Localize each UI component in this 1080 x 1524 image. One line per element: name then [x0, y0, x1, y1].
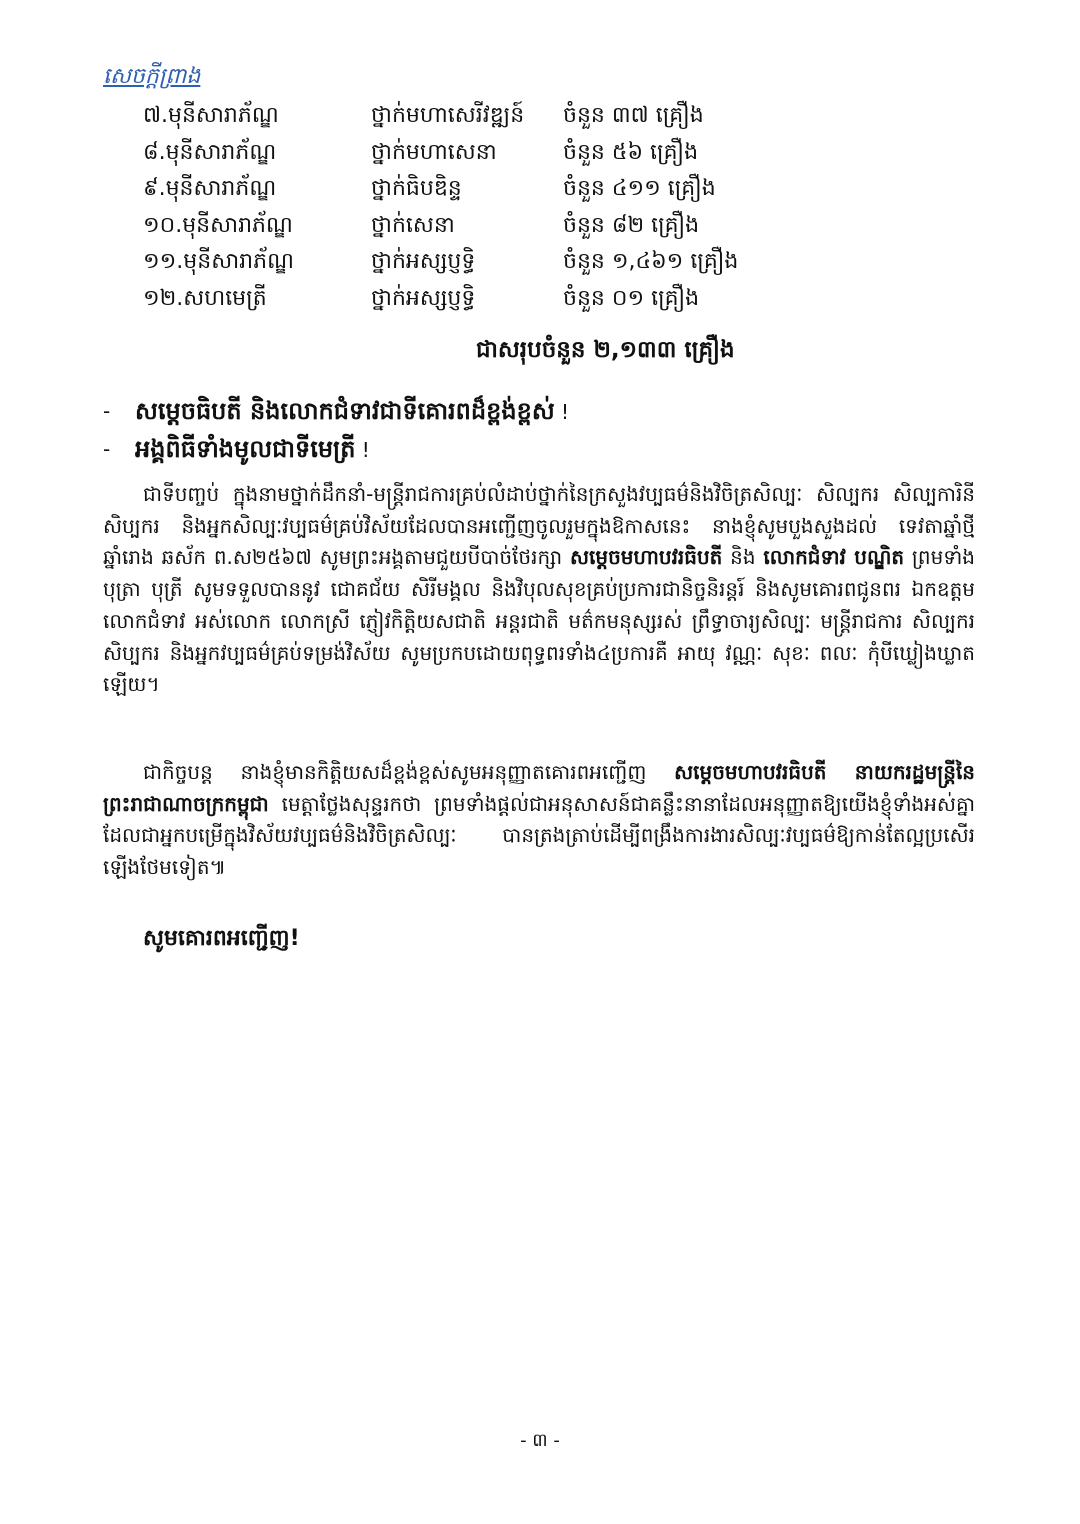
para-text: និង — [722, 545, 764, 570]
salutation-bold: សម្តេចធិបតី និងលោកជំទាវជាទីគោរពដ៏ខ្ពង់ខ្ពស់ — [135, 397, 555, 425]
award-class: ថ្នាក់អស្សប្ញទ្ធិ — [371, 285, 476, 311]
salutation-item — [103, 430, 1003, 468]
award-row — [143, 135, 783, 172]
award-class: ថ្នាក់មហាសេនា — [371, 139, 497, 165]
award-class: ថ្នាក់មហាសេរីវឌ្ឍន៍ — [371, 103, 525, 128]
award-row — [143, 171, 783, 208]
award-medal: ១០.មុនីសារាភ័ណ្ឌ — [143, 212, 293, 238]
award-row — [143, 281, 783, 318]
para-bold: លោកជំទាវ បណ្ឌិត — [763, 545, 905, 570]
salutation-item — [103, 392, 1003, 430]
award-medal: ៩.មុនីសារាភ័ណ្ឌ — [143, 176, 277, 202]
closing-invitation: សូមគោរពអញ្ជើញ! — [143, 926, 300, 951]
para-bold: សម្តេចមហាបវរធិបតី នាយករដ្ឋមន្ត្រីនៃព្រះរាជាណាចក្រកម្ពុជា — [103, 760, 975, 816]
closing-paragraph — [103, 479, 975, 701]
salutation-text — [135, 392, 569, 431]
award-medal: ៧.មុនីសារាភ័ណ្ឌ — [143, 103, 279, 128]
award-class: ថ្នាក់អស្សប្ញទ្ធិ — [371, 249, 476, 275]
bullet-dash: - — [103, 437, 111, 461]
award-list — [143, 98, 783, 318]
award-count: ចំនួន ៨២ គ្រឿង — [563, 212, 700, 238]
award-medal: ១១.មុនីសារាភ័ណ្ឌ — [143, 249, 294, 275]
page-number: - ៣ - — [520, 1430, 560, 1451]
para-text: ជាកិច្ចបន្ត នាងខ្ញុំមានកិត្តិយសដ៏ខ្ពង់ខ្ពស់សូមអនុញ្ញាតគោរពអញ្ជើញ — [143, 760, 675, 784]
award-count: ចំនួន ០១ គ្រឿង — [563, 285, 700, 311]
salutation-bold: អង្គពិធីទាំងមូលជាទីមេត្រី — [135, 435, 356, 463]
para-bold: សម្តេចមហាបវរធិបតី — [570, 545, 723, 570]
award-count: ចំនួន ១,៤៦១ គ្រឿង — [563, 249, 739, 275]
para-text: ព្រមទាំងបុត្រា បុត្រី សូមទទួលបាននូវ ជោគជ័យ សិរីមង្គល និងវិបុលសុខគ្រប់ប្រការជានិច្ចនិរន្តរ៍ និងសូមគោរពជូនពរ ឯកឧត្តម លោកជំទាវ អស់លោក លោកស្រី ភ្ញៀវកិត្តិយសជាតិ អន្តរជាតិ មត៌កមនុស្សរស់ ព្រឹទ្ធាចារ្យសិល្បៈ មន្ត្រីរាជការ សិល្បករ សិប្បករ និងអ្នកវប្បធម៌គ្រប់ទម្រង់វិស័យ សូមប្រកបដោយពុទ្ធពរទាំង៤ប្រការគឺ អាយុ វណ្ណៈ សុខៈ ពលៈ កុំបីឃ្លៀងឃ្លាតឡើយ។ — [103, 545, 976, 697]
award-class: ថ្នាក់ធិបឌិន្ទ — [371, 176, 462, 202]
award-medal: ៨.មុនីសារាភ័ណ្ឌ — [143, 139, 277, 165]
award-class: ថ្នាក់សេនា — [371, 212, 455, 238]
para-text: ជាទីបញ្ចប់ ក្នុងនាមថ្នាក់ដឹកនាំ-មន្ត្រីរាជការគ្រប់លំដាប់ថ្នាក់នៃក្រសួងវប្បធម៌និងវិចិត្រសិល្បៈ សិល្បករ សិល្បការិនី សិប្បករ និងអ្នកសិល្បៈវប្បធម៌គ្រប់វិស័យដែលបានអញ្ជើញចូលរួមក្នុងឱកាសនេះ នាងខ្ញុំសូមបួងសួងដល់ ទេវតាឆ្នាំថ្មី ឆ្នាំរោង ឆស័ក ព.ស២៥៦៧ សូមព្រះអង្គតាមជួយបីបាច់ថែរក្សា — [103, 482, 975, 570]
salutation-end: ! — [554, 400, 570, 424]
bullet-dash: - — [103, 399, 111, 423]
award-count: ចំនួន ៣៧ គ្រឿង — [563, 103, 704, 128]
para-text: មេត្តាថ្លែងសុន្ទរកថា ព្រមទាំងផ្តល់ជាអនុសាសន៍ជាគន្លឹះនានាដែលអនុញ្ញាតឱ្យយើងខ្ញុំទាំងអស់គ្នាដែលជាអ្នកបម្រើក្នុងវិស័យវប្បធម៌និងវិចិត្រសិល្បៈ បានត្រងត្រាប់ដើម្បីពង្រឹងការងារសិល្បៈវប្បធម៌ឱ្យកាន់តែល្អប្រសើរឡើងថែមទៀត៕ — [103, 791, 975, 880]
award-count: ចំនួន ៤១១ គ្រឿង — [563, 176, 716, 202]
award-row — [143, 98, 783, 135]
award-row — [143, 208, 783, 245]
award-count: ចំនួន ៥៦ គ្រឿង — [563, 139, 699, 165]
draft-label: សេចក្តីព្រាង — [103, 64, 201, 89]
award-medal: ១២.សហមេត្រី — [143, 285, 267, 311]
invitation-paragraph — [103, 757, 975, 884]
salutation-end: ! — [355, 438, 370, 462]
salutation-list — [103, 392, 1003, 468]
salutation-text — [135, 430, 370, 469]
total-count: ជាសរុបចំនួន ២,១៣៣ គ្រឿង — [476, 337, 735, 363]
award-row — [143, 244, 783, 281]
